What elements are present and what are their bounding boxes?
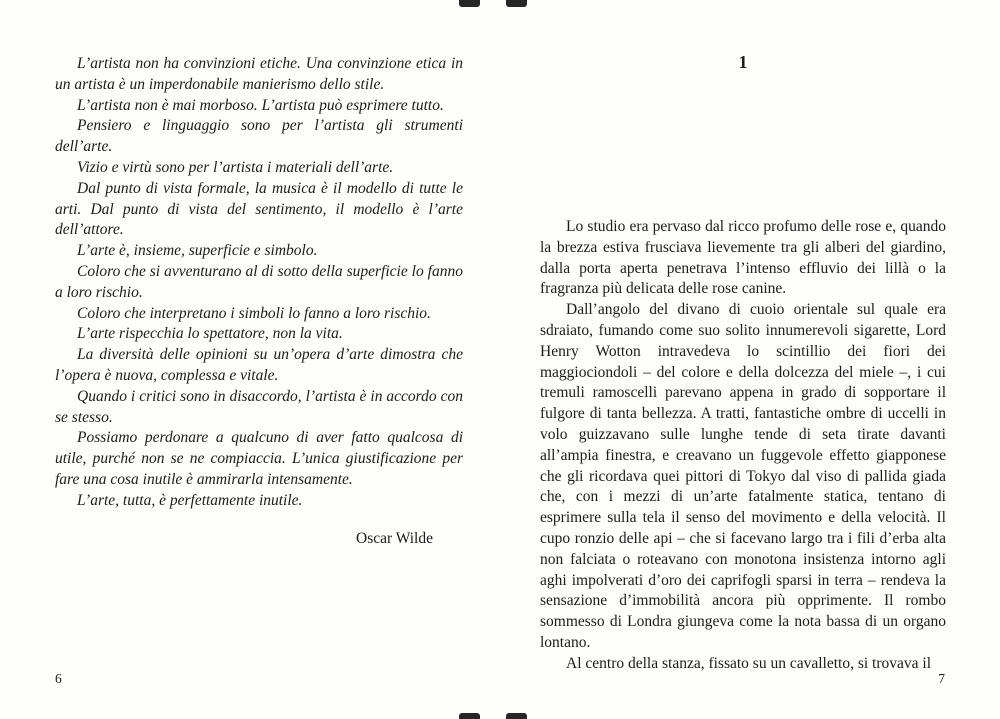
right-page — [540, 217, 946, 675]
author-signature: Oscar Wilde — [356, 529, 433, 547]
page-number-right: 7 — [938, 671, 945, 686]
left-page — [55, 54, 463, 549]
preface-paragraph: L’arte rispecchia lo spettatore, non la vita. — [77, 325, 343, 343]
preface-paragraph: Dal punto di vista formale, la musica è il modello di tutte le arti. Dal punto di vista del sentimento, il modello è l’arte dell’attore. — [55, 179, 463, 239]
chapter-number: 1 — [738, 52, 748, 72]
chapter-paragraph: Al centro della stanza, fissato su un cavalletto, si trovava il — [566, 654, 931, 672]
preface-paragraph: L’artista non ha convinzioni etiche. Una convinzione etica in un artista è un imperdonabile manierismo dello stile. — [55, 55, 463, 93]
page-edge-mark — [506, 0, 527, 7]
chapter-paragraph: Dall’angolo del divano di cuoio orientale sul quale era sdraiato, fumando come suo solito innumerevoli sigarette, Lord Henry Wotton intravedeva lo scintillio dei fiori dei maggiociondoli – del colore e della dolcezza del miele –, i cui tremuli ramoscelli parevano appena in grado di sopportare il fulgore di tanta bellezza. A tratti, fantastiche ombre di uccelli in volo guizzavano sulle lunghe tende di seta tirate davanti all’ampia finestra, e creavano un fuggevole effetto giapponese che gli ricordava quei pittori di Tokyo dal viso di pallida giada che, con i mezzi di un’arte fatalmente statica, tentano di esprimere sulla tela il senso del movimento e della velocità. Il cupo ronzio delle api – che si facevano largo tra i fili d’erba alta non falciata o roteavano con monotona insistenza intorno agli aghi impolverati d’oro dei caprifogli sparsi in terra – rendeva la sensazione d’immobilità ancora più opprimente. Il rombo sommesso di Londra giungeva come la nota bassa di un organo lontano. — [540, 301, 946, 651]
preface-paragraph: Coloro che interpretano i simboli lo fanno a loro rischio. — [77, 304, 431, 322]
page-edge-mark — [459, 713, 480, 719]
preface-paragraph: Quando i critici sono in disaccordo, l’artista è in accordo con se stesso. — [55, 387, 463, 426]
preface-paragraph: Coloro che si avventurano al di sotto della superficie lo fanno a loro rischio. — [55, 262, 463, 301]
chapter-paragraph: Lo studio era pervaso dal ricco profumo delle rose e, quando la brezza estiva frusciava lievemente tra gli alberi del giardino, dalla porta aperta penetrava l’intenso effluvio dei lillà o la fragranza più delicata delle rose canine. — [540, 218, 946, 298]
preface-paragraph: Possiamo perdonare a qualcuno di aver fatto qualcosa di utile, purché non se ne compiaccia. L’unica giustificazione per fare una cosa inutile è ammirarla intensamente. — [55, 429, 463, 488]
preface-paragraph: La diversità delle opinioni su un’opera d’arte dimostra che l’opera è nuova, complessa e vitale. — [55, 346, 463, 384]
preface-paragraph: L’artista non è mai morboso. L’artista può esprimere tutto. — [77, 96, 444, 114]
page-edge-mark — [506, 713, 527, 719]
preface-paragraph: Vizio e virtù sono per l’artista i materiali dell’arte. — [77, 158, 394, 176]
page-number-left: 6 — [55, 671, 62, 686]
preface-paragraph: Pensiero e linguaggio sono per l’artista gli strumenti dell’arte. — [55, 117, 463, 156]
preface-paragraph: L’arte è, insieme, superficie e simbolo. — [77, 242, 318, 260]
page-edge-mark — [459, 0, 480, 7]
preface-paragraph: L’arte, tutta, è perfettamente inutile. — [77, 491, 303, 509]
